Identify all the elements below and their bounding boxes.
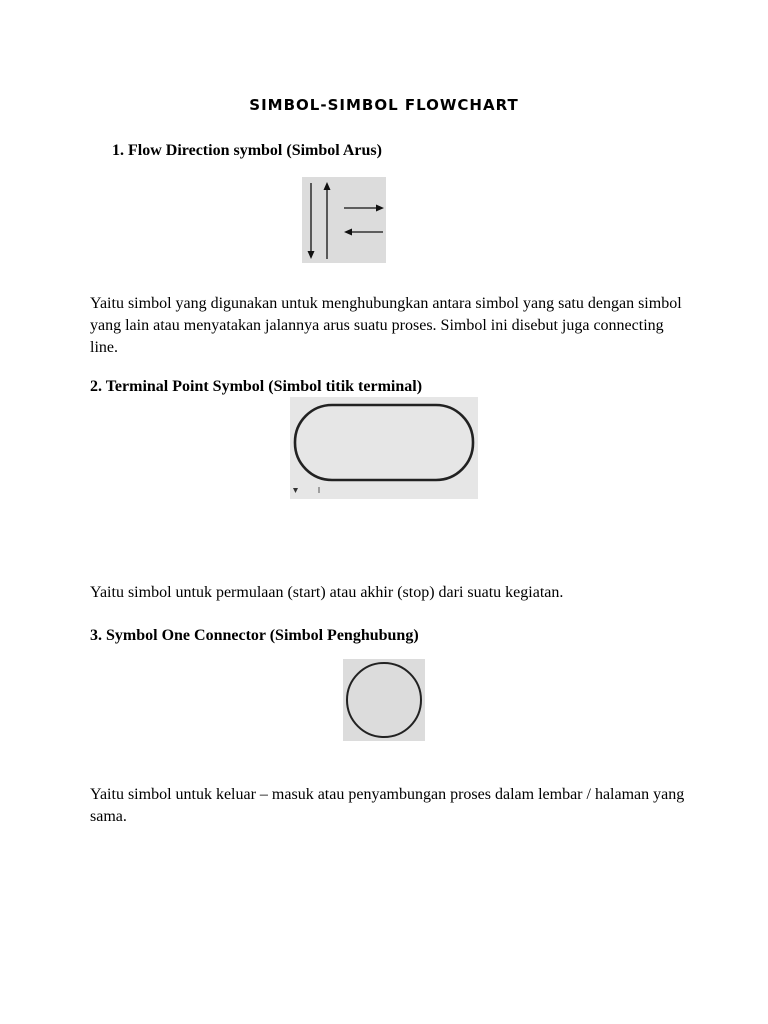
connector-symbol-figure xyxy=(343,659,425,741)
section-2-heading: 2. Terminal Point Symbol (Simbol titik terminal) xyxy=(90,378,423,395)
section-3-description: Yaitu simbol untuk keluar – masuk atau penyambungan proses dalam lembar / halaman yang sama. xyxy=(90,786,685,825)
connector-circle-icon xyxy=(343,659,425,741)
flow-direction-arrows-icon xyxy=(302,177,386,263)
section-3-heading: 3. Symbol One Connector (Simbol Penghubung) xyxy=(90,627,419,644)
terminal-point-symbol-figure xyxy=(290,397,478,499)
flow-direction-symbol-figure xyxy=(302,177,386,263)
page-title: SIMBOL-SIMBOL FLOWCHART xyxy=(249,96,519,114)
section-1-heading: 1. Flow Direction symbol (Simbol Arus) xyxy=(112,142,382,159)
section-2-description: Yaitu simbol untuk permulaan (start) atau akhir (stop) dari suatu kegiatan. xyxy=(90,584,564,601)
terminal-rounded-rectangle-icon xyxy=(290,397,478,499)
section-1-description: Yaitu simbol yang digunakan untuk menghubungkan antara simbol yang satu dengan simbol yang lain atau menyatakan jalannya arus suatu proses. Simbol ini disebut juga connecting line. xyxy=(90,295,682,356)
